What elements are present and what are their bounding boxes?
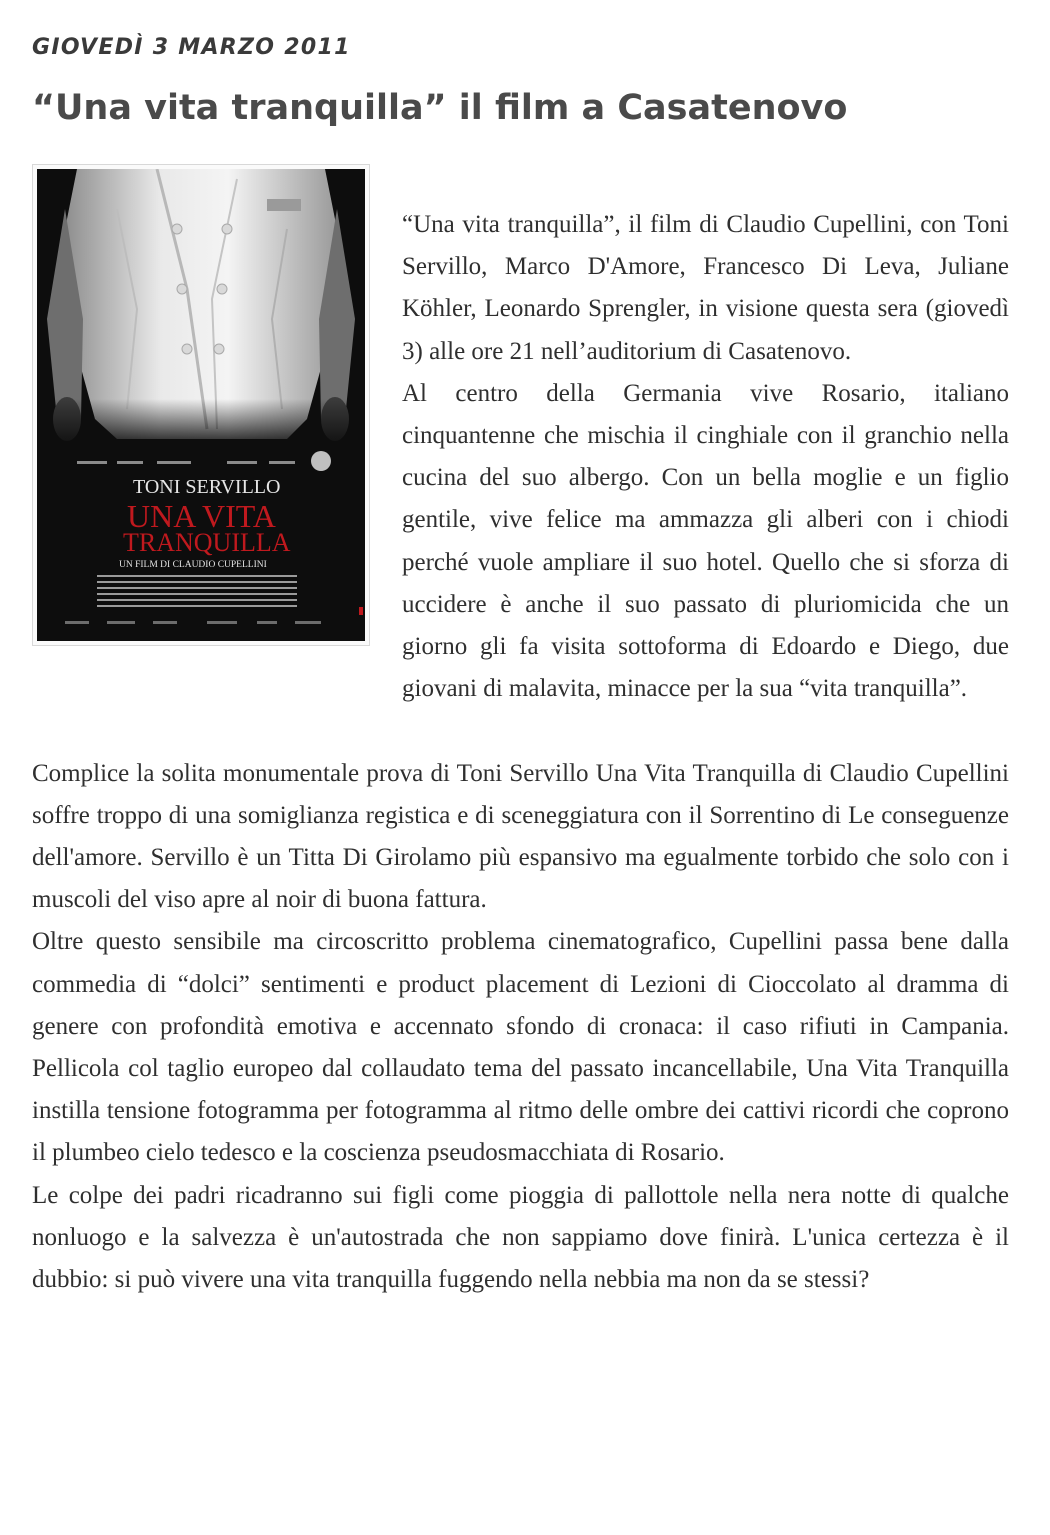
article-paragraph: Le colpe dei padri ricadranno sui figli come pioggia di pallottole nella nera notte di qualche nonluogo e la salvezza è un'autostrada che non sappiamo dove finirà. L'unica certezza è il dubbio: si può vivere una vita tranquilla fuggendo nella nebbia ma non da se stessi? [32,1181,1009,1294]
article-paragraph: Al centro della Germania vive Rosario, italiano cinquantenne che mischia il cinghiale con il granchio nella cucina del suo albergo. Con un bella moglie e un figlio gentile, vive felice ma ammazza gli alberi con i chiodi perché vuole ampliare il suo hotel. Quello che si sforza di uccidere è anche il suo passato di pluriomicida che un giorno gli fa visita sottoforma di Edoardo e Diego, due giovani di malavita, minacce per la sua “vita tranquilla”. [402,379,1009,703]
poster-title-line1: UNA VITA [127,498,276,534]
article-paragraph: Oltre questo sensibile ma circoscritto problema cinematografico, Cupellini passa bene dalla commedia di “dolci” sentimenti e product placement di Lezioni di Cioccolato al dramma di genere con profondità emotiva e accennato sfondo di cronaca: il caso rifiuti in Campania. Pellicola col taglio europeo dal collaudato tema del passato incancellabile, Una Vita Tranquilla instilla tensione fotogramma per fotogramma al ritmo delle ombre dei cattivi ricordi che coprono il plumbeo cielo tedesco e la coscienza pseudosmacchiata di Rosario. [32,928,1009,1167]
article-body [32,204,1009,1301]
poster-credit: UN FILM DI CLAUDIO CUPELLINI [119,560,267,570]
post-title: “Una vita tranquilla” il film a Casatenovo [32,88,848,128]
poster-actor-name: TONI SERVILLO [133,476,281,498]
image-float-spacer [32,204,402,717]
article-paragraph: “Una vita tranquilla”, il film di Claudio Cupellini, con Toni Servillo, Marco D'Amore, Francesco Di Leva, Juliane Köhler, Leonardo Sprengler, in visione questa sera (giovedì 3) alle ore 21 nell’auditorium di Casatenovo. [402,211,1009,365]
post-date: GIOVEDÌ 3 MARZO 2011 [32,35,351,60]
article-paragraph: Complice la solita monumentale prova di Toni Servillo Una Vita Tranquilla di Claudio Cupellini soffre troppo di una somiglianza registica e di sceneggiatura con il Sorrentino di Le conseguenze dell'amore. Servillo è un Titta Di Girolamo più espansivo ma egualmente torbido che solo con i muscoli del viso apre al noir di buona fattura. [32,759,1009,914]
poster-title-line2: TRANQUILLA [123,528,291,557]
